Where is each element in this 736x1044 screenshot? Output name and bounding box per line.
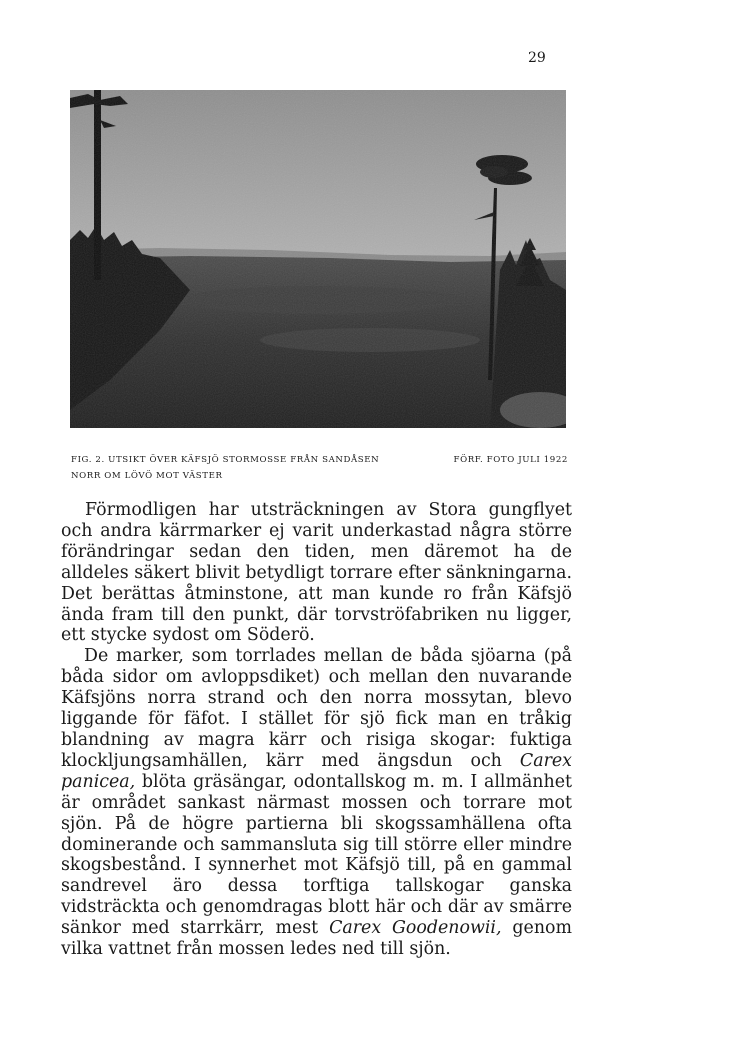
- species-name: Carex Goodenowii,: [329, 918, 502, 939]
- text-segment: De marker, som torrlades mellan de båda sjöarna (på båda sidor om avloppsdiket) och mellan den nuvarande Käfsjöns norra strand och den norra mossytan, blevo liggande för fäfot. I stället för sjö fick man en tråkig blandning av magra kärr och risiga skogar: fuktiga klockljungsamhällen, kärr med ängsdun och: [61, 646, 572, 771]
- text-segment: genom vilka vattnet från mossen ledes ned till sjön.: [61, 918, 572, 960]
- paragraph: [61, 646, 572, 960]
- figure-label: FIG. 2.: [71, 455, 105, 465]
- photo-credit: FÖRF. FOTO JULI 1922: [453, 455, 568, 465]
- body-text: [61, 500, 572, 960]
- species-name: Carex panicea,: [61, 750, 572, 792]
- page-number: 29: [528, 50, 546, 66]
- text-segment: Förmodligen har utsträckningen av Stora gungflyet och andra kärrmarker ej varit underkastad några större förändringar sedan den tiden, men däremot ha de alldeles säkert blivit betydligt torrare efter sänkningarna. Det berättas åtminstone, att man kunde ro från Käfsjö ända fram till den punkt, där torvströfabriken nu ligger, ett stycke sydost om Söderö.: [61, 500, 572, 646]
- landscape-photograph: [70, 90, 566, 428]
- text-segment: blöta gräsängar, odontallskog m. m. I allmänhet är området sankast närmast mossen och torrare mot sjön. På de högre partierna bli skogssamhällena ofta dominerande och sammansluta sig till större eller mindre skogsbestånd. I synnerhet mot Käfsjö till, på en gammal sandrevel äro dessa torftiga tallskogar ganska vidsträckta och genomdragas blott här och där av smärre sänkor med starrkärr, mest: [61, 771, 572, 939]
- paragraph: [61, 500, 572, 646]
- figure-caption-text: UTSIKT ÖVER KÄFSJÖ STORMOSSE FRÅN SANDÅSEN NORR OM LÖVÖ MOT VÄSTER: [71, 455, 380, 481]
